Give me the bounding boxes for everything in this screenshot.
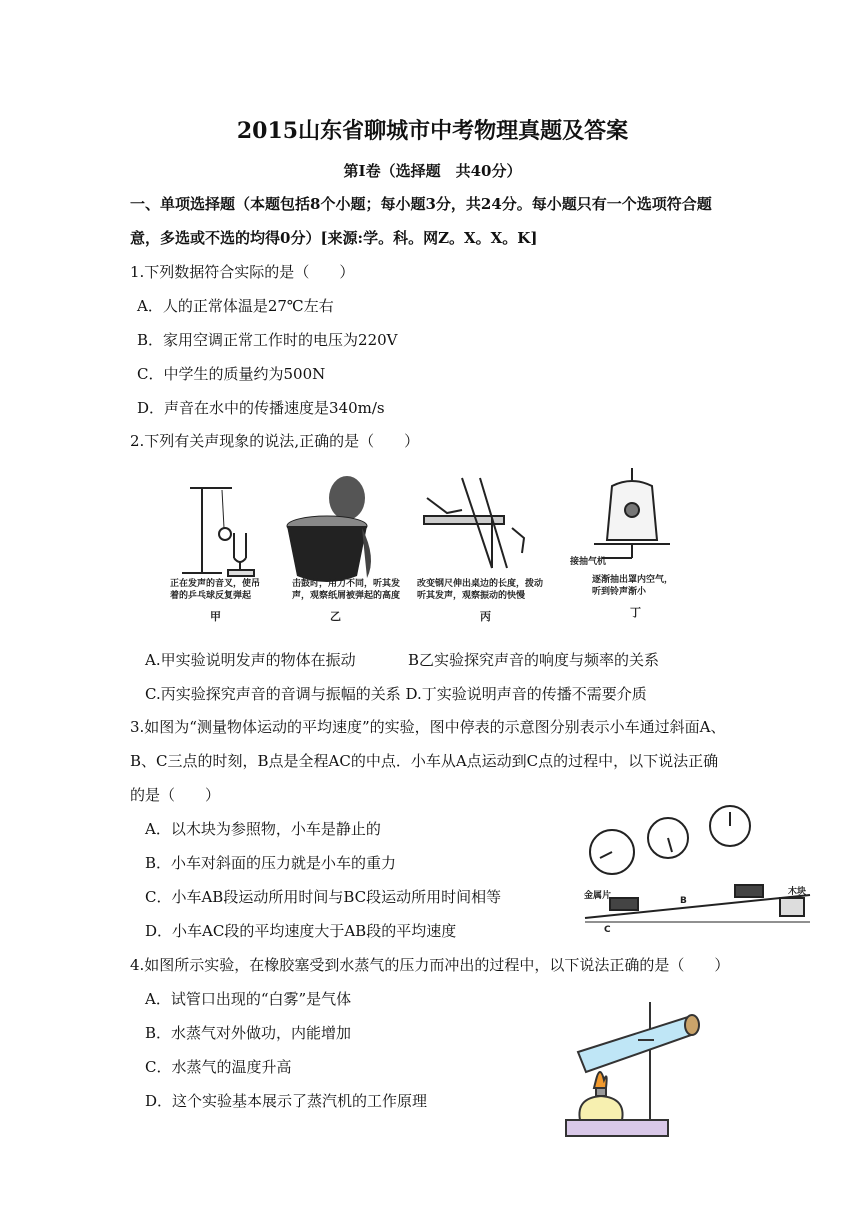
panel-jia-caption-1: 正在发声的音叉，使吊 <box>170 579 261 589</box>
stopwatch-icon <box>590 806 750 874</box>
tuning-fork-illustration <box>182 488 254 576</box>
panel-yi-label: 乙 <box>330 610 341 623</box>
q3-option-a: A．以木块为参照物，小车是静止的 <box>145 820 381 838</box>
q4-test-tube-figure <box>558 992 708 1144</box>
panel-jia-label: 甲 <box>210 610 221 623</box>
q1-option-c: C．中学生的质量约为500N <box>137 365 326 383</box>
label-point-c: C <box>604 925 611 935</box>
incline-plane-illustration <box>585 885 810 922</box>
q4-option-c: C．水蒸气的温度升高 <box>145 1058 292 1076</box>
q2-option-b: B乙实验探究声音的响度与频率的关系 <box>408 651 660 669</box>
section-heading-line2: 意，多选或不选的均得0分）[来源:学。科。网Z。X。X。K] <box>130 229 538 247</box>
bell-jar-illustration <box>594 468 670 558</box>
q2-option-a: A.甲实验说明发声的物体在振动 <box>145 651 356 669</box>
ruler-illustration <box>424 478 524 568</box>
q3-stem-line3: 的是（ ） <box>130 786 221 804</box>
panel-ding-caption-2: 听到铃声渐小 <box>592 587 647 597</box>
panel-ding-caption-0: 接抽气机 <box>570 557 607 567</box>
q3-stem-line1: 3.如图为“测量物体运动的平均速度”的实验，图中停表的示意图分别表示小车通过斜面A、 <box>130 718 726 736</box>
q1-stem: 1.下列数据符合实际的是（ ） <box>130 263 355 281</box>
q1-option-a: A．人的正常体温是27℃左右 <box>137 297 334 315</box>
label-wood-block: 木块 <box>788 887 807 897</box>
q3-option-d: D．小车AC段的平均速度大于AB段的平均速度 <box>145 922 457 940</box>
page-title: 2015山东省聊城市中考物理真题及答案 <box>236 118 629 144</box>
panel-yi-caption-1: 击鼓时，用力不同，听其发 <box>292 579 401 589</box>
panel-bing-label: 丙 <box>480 610 491 623</box>
q3-stem-line2: B、C三点的时刻，B点是全程AC的中点．小车从A点运动到C点的过程中，以下说法正确 <box>130 752 719 770</box>
q3-option-b: B．小车对斜面的压力就是小车的重力 <box>145 854 397 872</box>
q4-stem: 4.如图所示实验，在橡胶塞受到水蒸气的压力而冲出的过程中，以下说法正确的是（ ） <box>130 956 730 974</box>
label-metal-plate: 金属片 <box>584 891 612 901</box>
panel-ding-label: 丁 <box>630 606 641 619</box>
panel-jia-caption-2: 着的乒乓球反复弹起 <box>170 591 252 601</box>
q3-option-c: C．小车AB段运动所用时间与BC段运动所用时间相等 <box>145 888 502 906</box>
section-heading-line1: 一、单项选择题（本题包括8个小题；每小题3分，共24分。每小题只有一个选项符合题 <box>130 195 712 213</box>
q4-option-b: B．水蒸气对外做功，内能增加 <box>145 1024 352 1042</box>
q1-option-d: D．声音在水中的传播速度是340m/s <box>137 399 385 417</box>
q3-incline-stopwatch-figure <box>580 800 820 935</box>
q4-option-a: A．试管口出现的“白雾”是气体 <box>145 990 352 1008</box>
paper-subtitle: 第Ⅰ卷（选择题 共40分） <box>343 162 522 180</box>
q2-stem: 2.下列有关声现象的说法,正确的是（ ） <box>130 432 420 450</box>
q2-sound-experiments-figure <box>162 458 702 638</box>
panel-bing-caption-1: 改变钢尺伸出桌边的长度，拨动 <box>417 579 544 589</box>
label-point-b: B <box>680 896 687 906</box>
panel-ding-caption-1: 逐渐抽出罩内空气， <box>592 575 674 585</box>
q1-option-b: B．家用空调正常工作时的电压为220V <box>137 331 398 349</box>
alcohol-lamp-illustration <box>579 1072 622 1120</box>
drum-illustration <box>287 476 371 582</box>
q4-option-d: D．这个实验基本展示了蒸汽机的工作原理 <box>145 1092 428 1110</box>
q2-option-cd: C.丙实验探究声音的音调与振幅的关系 D.丁实验说明声音的传播不需要介质 <box>145 685 647 703</box>
panel-yi-caption-2: 声，观察纸屑被弹起的高度 <box>292 591 401 601</box>
panel-bing-caption-2: 听其发声，观察振动的快慢 <box>417 591 526 601</box>
